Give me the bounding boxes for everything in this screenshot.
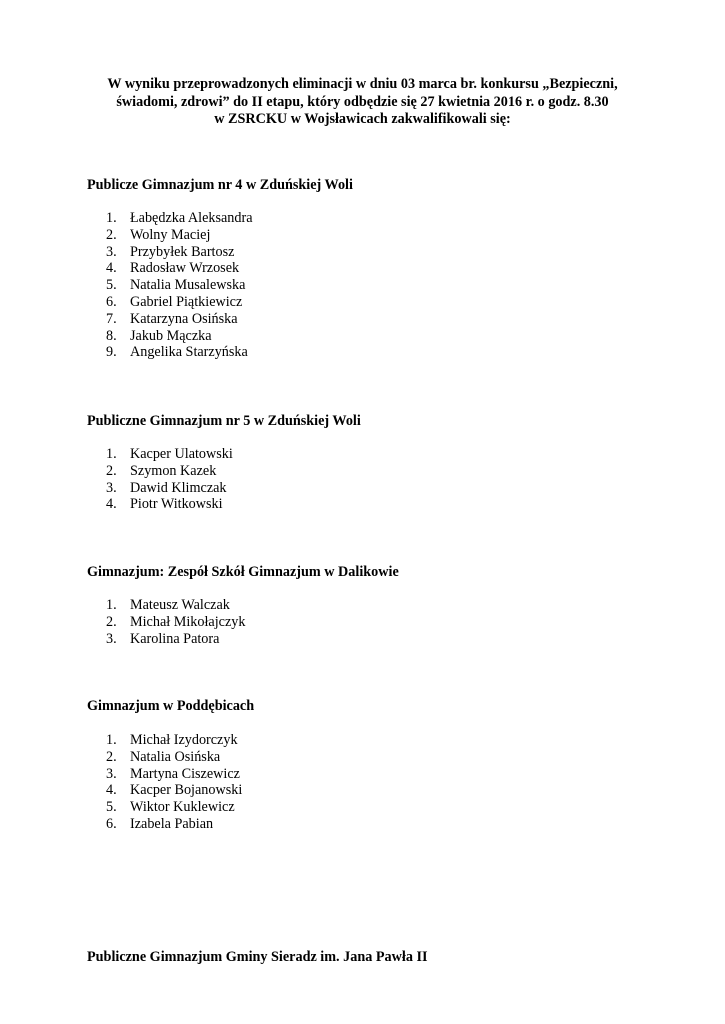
student-list-gimnazjum-5 (106, 446, 233, 513)
list-item-number: 2. (106, 613, 117, 630)
list-item-number: 4. (106, 782, 117, 799)
list-item-number: 6. (106, 815, 117, 832)
list-item (106, 446, 233, 463)
list-item (106, 597, 245, 614)
section-title-gimnazjum-4: Publicze Gimnazjum nr 4 w Zduńskiej Woli (87, 177, 353, 193)
list-item-number: 3. (106, 765, 117, 782)
list-item (106, 799, 242, 816)
list-item (106, 210, 253, 227)
list-item (106, 244, 253, 261)
list-item-number: 3. (106, 479, 117, 496)
list-item (106, 480, 233, 497)
list-item (106, 227, 253, 244)
list-item (106, 766, 242, 783)
list-item-number: 3. (106, 243, 117, 260)
list-item-number: 8. (106, 327, 117, 344)
student-name: Wolny Maciej (130, 226, 211, 243)
list-item (106, 631, 245, 648)
student-name: Radosław Wrzosek (130, 260, 240, 277)
student-name: Michał Mikołajczyk (130, 613, 246, 630)
student-name: Martyna Ciszewicz (130, 765, 240, 782)
student-name: Kacper Ulatowski (130, 446, 233, 462)
list-item-number: 2. (106, 226, 117, 243)
list-item-number: 1. (106, 732, 117, 748)
list-item (106, 344, 253, 361)
list-item-number: 1. (106, 597, 117, 613)
student-name: Karolina Patora (130, 630, 220, 647)
list-item (106, 260, 253, 277)
section-title-sieradz: Publiczne Gimnazjum Gminy Sieradz im. Jana Pawła II (87, 949, 428, 965)
list-item (106, 328, 253, 345)
student-list-gimnazjum-4 (106, 210, 253, 361)
list-item-number: 9. (106, 344, 117, 361)
student-name: Jakub Mączka (130, 327, 212, 344)
list-item-number: 4. (106, 496, 117, 513)
student-name: Wiktor Kuklewicz (130, 799, 235, 816)
section-title-poddebice: Gimnazjum w Poddębicach (87, 698, 255, 714)
student-name: Izabela Pabian (130, 815, 214, 832)
list-item (106, 732, 242, 749)
student-name: Natalia Osińska (130, 748, 221, 765)
student-name: Łabędzka Aleksandra (130, 210, 253, 226)
header-line-1: W wyniku przeprowadzonych eliminacji w dniu 03 marca br. konkursu „Bezpieczni, (107, 76, 618, 92)
student-list-poddebice (106, 732, 242, 833)
list-item (106, 749, 242, 766)
list-item (106, 294, 253, 311)
student-name: Mateusz Walczak (130, 597, 230, 613)
student-name: Kacper Bojanowski (130, 782, 243, 799)
list-item-number: 2. (106, 748, 117, 765)
list-item (106, 782, 242, 799)
student-name: Dawid Klimczak (130, 479, 227, 496)
list-item-number: 4. (106, 260, 117, 277)
list-item-number: 1. (106, 210, 117, 226)
section-title-gimnazjum-5: Publiczne Gimnazjum nr 5 w Zduńskiej Woli (87, 413, 361, 429)
list-item (106, 496, 233, 513)
student-name: Przybyłek Bartosz (130, 243, 235, 260)
list-item-number: 3. (106, 630, 117, 647)
list-item-number: 7. (106, 310, 117, 327)
list-item (106, 311, 253, 328)
header-line-2: świadomi, zdrowi” do II etapu, który odbędzie się 27 kwietnia 2016 r. o godz. 8.30 (116, 93, 609, 110)
header-line-3: w ZSRCKU w Wojsławicach zakwalifikowali się: (214, 111, 511, 127)
list-item (106, 614, 245, 631)
student-name: Michał Izydorczyk (130, 732, 238, 748)
list-item (106, 463, 233, 480)
student-name: Angelika Starzyńska (130, 344, 248, 361)
list-item-number: 6. (106, 293, 117, 310)
list-item-number: 1. (106, 446, 117, 462)
section-title-dalikow: Gimnazjum: Zespół Szkół Gimnazjum w Dalikowie (87, 564, 399, 580)
list-item-number: 2. (106, 462, 117, 479)
list-item-number: 5. (106, 277, 117, 294)
student-name: Szymon Kazek (130, 462, 217, 479)
student-name: Piotr Witkowski (130, 496, 223, 513)
document-header (86, 76, 639, 129)
student-name: Natalia Musalewska (130, 277, 246, 294)
list-item (106, 277, 253, 294)
student-name: Katarzyna Osińska (130, 310, 238, 327)
student-name: Gabriel Piątkiewicz (130, 293, 243, 310)
list-item (106, 816, 242, 833)
student-list-dalikow (106, 597, 245, 647)
list-item-number: 5. (106, 799, 117, 816)
